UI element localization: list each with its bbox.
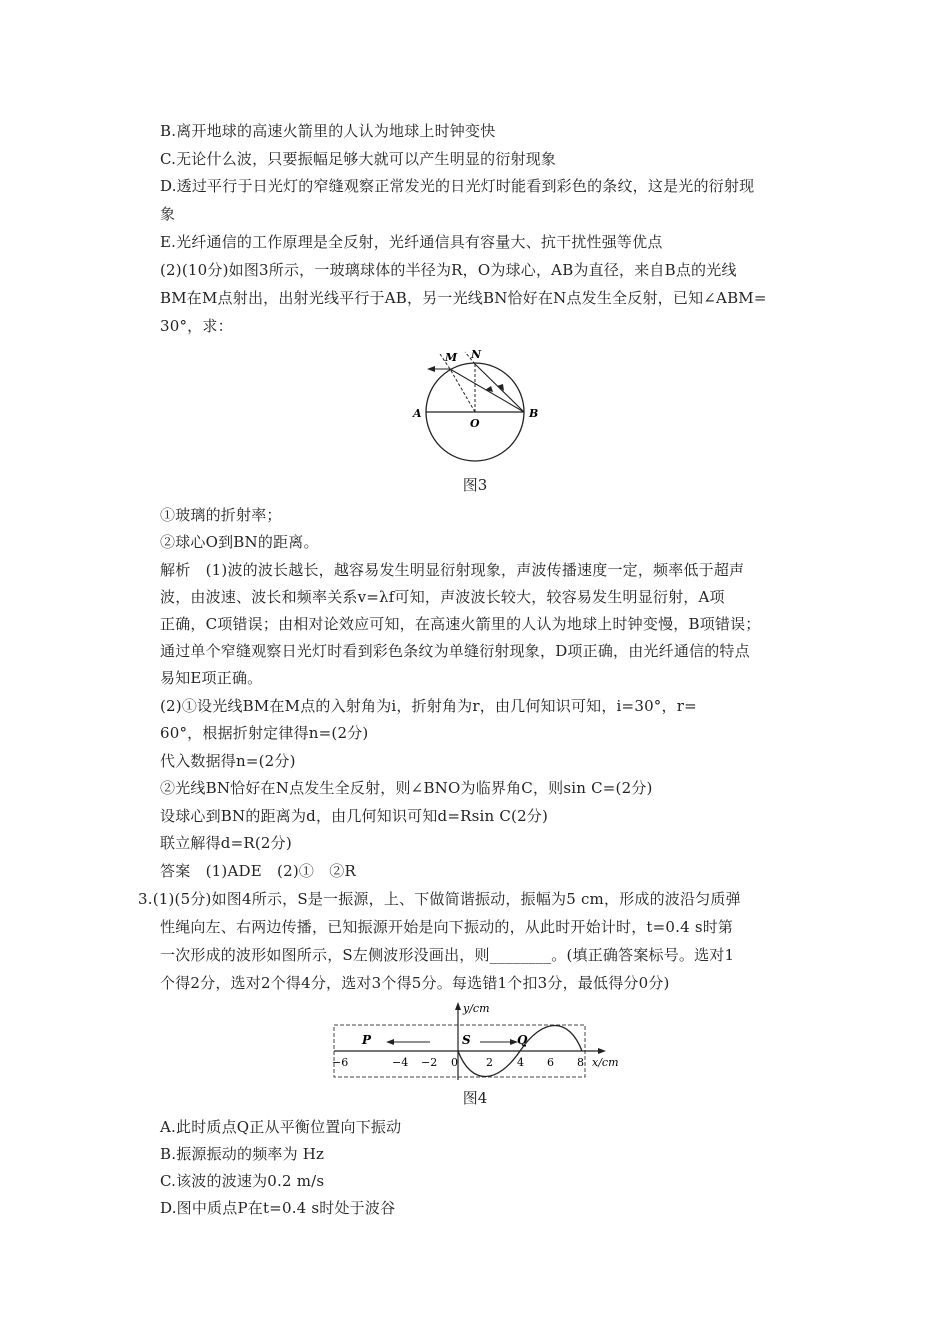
tick-4: 4: [517, 1056, 524, 1069]
option-e-line: E.光纤通信的工作原理是全反射，光纤通信具有容量大、抗干扰性强等优点: [160, 233, 663, 251]
tick-8: 8: [577, 1056, 584, 1069]
label-a: A: [413, 407, 422, 420]
tick-neg4: −4: [392, 1056, 409, 1069]
option-c-line: C.无论什么波，只要振幅足够大就可以产生明显的衍射现象: [160, 150, 557, 168]
tick-0: 0: [451, 1056, 458, 1069]
label-q: Q: [517, 1033, 528, 1047]
question-2-line-2: BM在M点射出，出射光线平行于AB，另一光线BN恰好在N点发生全反射，已知∠ABM=: [160, 289, 767, 307]
label-o: O: [470, 417, 480, 430]
question-2-line-1: (2)(10分)如图3所示，一玻璃球体的半径为R，O为球心，AB为直径，来自B点的光线: [160, 261, 737, 279]
question-3-line-2: 性绳向左、右两边传播，已知振源开始是向下振动的，从此时开始计时，t=0.4 s时第: [160, 918, 734, 936]
option-3a: A.此时质点Q正从平衡位置向下振动: [160, 1118, 402, 1136]
tick-neg6: −6: [332, 1056, 349, 1069]
option-3d: D.图中质点P在t=0.4 s时处于波谷: [160, 1199, 396, 1217]
option-d-line: D.透过平行于日光灯的窄缝观察正常发光的日光灯时能看到彩色的条纹，这是光的衍射现: [160, 177, 755, 195]
analysis-line-9: ②光线BN恰好在N点发生全反射，则∠BNO为临界角C，则sin C=(2分): [160, 779, 653, 797]
analysis-line-7: 60°，根据折射定律得n=(2分): [160, 724, 369, 742]
analysis-line-1: 解析 (1)波的波长越长，越容易发生明显衍射现象，声波传播速度一定，频率低于超声: [160, 561, 745, 579]
label-s: S: [462, 1033, 471, 1047]
subquestion-2: ②球心O到BN的距离。: [160, 533, 319, 551]
figure-4-diagram: [330, 1000, 630, 1085]
x-axis-label: x/cm: [592, 1056, 619, 1069]
question-2-line-3: 30°，求：: [160, 317, 233, 335]
option-b-line: B.离开地球的高速火箭里的人认为地球上时钟变快: [160, 122, 496, 140]
analysis-line-3: 正确，C项错误；由相对论效应可知，在高速火箭里的人认为地球上时钟变慢，B项错误；: [160, 615, 761, 633]
analysis-line-2: 波，由波速、波长和频率关系v=λf可知，声波波长较大，较容易发生明显衍射，A项: [160, 588, 725, 606]
analysis-line-11: 联立解得d=R(2分): [160, 834, 292, 852]
tick-2: 2: [486, 1056, 493, 1069]
option-d-line-cont: 象: [160, 205, 176, 223]
analysis-line-4: 通过单个窄缝观察日光灯时看到彩色条纹为单缝衍射现象，D项正确，由光纤通信的特点: [160, 642, 750, 660]
answer-line: 答案 (1)ADE (2)① ②R: [160, 862, 356, 880]
analysis-line-6: (2)①设光线BM在M点的入射角为i，折射角为r，由几何知识可知，i=30°，r=: [160, 697, 697, 715]
label-p: P: [362, 1033, 372, 1047]
question-3-line-3: 一次形成的波形如图所示，S左侧波形没画出，则________。(填正确答案标号。选对1: [160, 946, 735, 964]
option-3c: C.该波的波速为0.2 m/s: [160, 1172, 325, 1190]
label-b: B: [529, 407, 539, 420]
question-3-line-4: 个得2分，选对2个得4分，选对3个得5分。每选错1个扣3分，最低得分0分): [160, 974, 670, 992]
figure-3-caption: 图3: [462, 476, 488, 494]
tick-6: 6: [547, 1056, 554, 1069]
tick-neg2: −2: [421, 1056, 438, 1069]
analysis-line-8: 代入数据得n=(2分): [160, 752, 296, 770]
subquestion-1: ①玻璃的折射率；: [160, 506, 282, 524]
label-n: N: [471, 348, 482, 361]
figure-3-diagram: [405, 342, 555, 467]
y-axis-label: y/cm: [463, 1002, 490, 1015]
analysis-line-5: 易知E项正确。: [160, 669, 263, 687]
label-m: M: [445, 351, 458, 364]
figure-4-caption: 图4: [462, 1089, 488, 1107]
option-3b: B.振源振动的频率为 Hz: [160, 1145, 325, 1163]
question-3-line-1: 3.(1)(5分)如图4所示，S是一振源，上、下做简谐振动，振幅为5 cm，形成的波沿匀质弹: [138, 890, 741, 908]
analysis-line-10: 设球心到BN的距离为d，由几何知识可知d=Rsin C(2分): [160, 807, 549, 825]
